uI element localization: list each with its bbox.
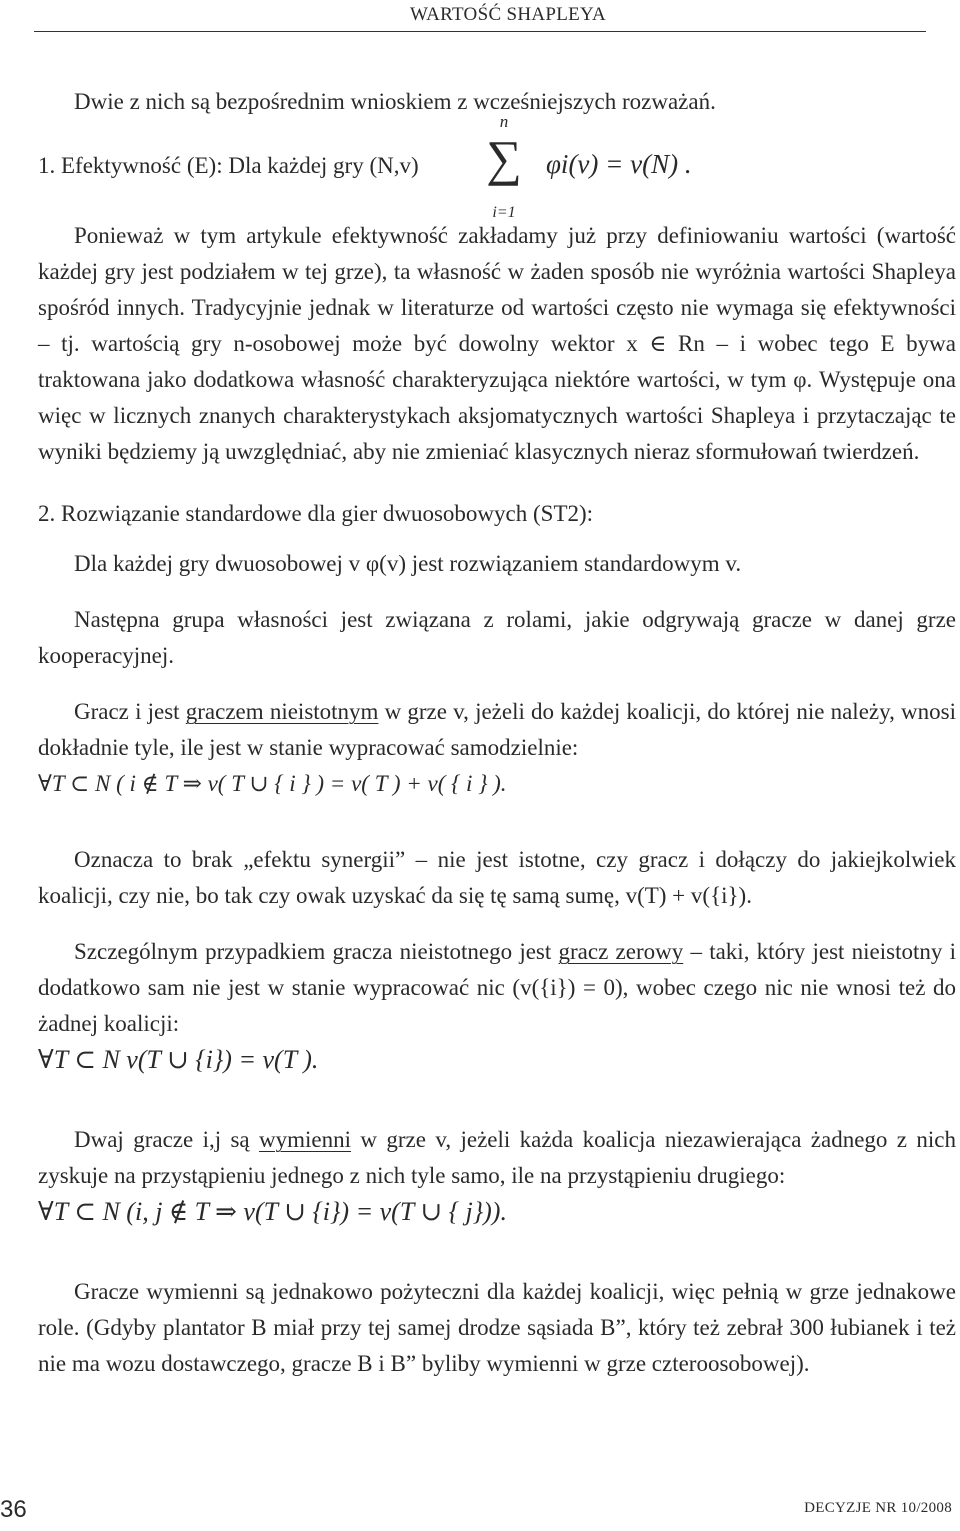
journal-footer: DECYZJE NR 10/2008 [804, 1500, 952, 1516]
item-efficiency [38, 112, 956, 221]
paragraph-zero-player-def [38, 934, 956, 1042]
text-run: Dwaj gracze i,j są [74, 1127, 260, 1152]
header-rule [34, 31, 926, 32]
summation [484, 112, 524, 221]
header-title: WARTOŚĆ SHAPLEYA [410, 4, 606, 25]
paragraph-efficiency-note: Ponieważ w tym artykule efektywność zakładamy już przy definiowaniu wartości (wartość każdej gry jest podziałem w tej grze), ta własność w żaden sposób nie wyróżnia wartości Shapleya spośród innych. Tradycyjnie jednak w literaturze od wartości często nie wymaga się efektywności – tj. wartością gry n-osobowej może być dowolny wektor x ∈ Rn – i wobec tego E bywa traktowana jako dodatkowa własność charakteryzująca niektóre wartości, w tym φ. Występuje ona więc w licznych znanych charakterystykach aksjomatycznych wartości Shapleya i przytaczając te wyniki będziemy ją uwzględniać, aby nie zmieniać klasycznych nieraz sformułowań twierdzeń. [38, 223, 956, 464]
defined-term: graczem nieistotnym [185, 699, 379, 724]
item-standard-solution-label: 2. Rozwiązanie standardowe dla gier dwuosobowych (ST2): [38, 501, 594, 526]
page-number: 36 [0, 1496, 27, 1523]
text-run: w grze v, jeżeli do każdej koalicji, do której nie należy, wnosi dokładnie tyle, ile jest w stanie wypracować samodzielnie: [38, 699, 956, 760]
formula-symmetric-players: ∀T ⊂ N (i, j ∉ T ⇒ v(T ∪ {i}) = v(T ∪ { j})). [38, 1197, 507, 1226]
text-run: Gracz i jest [74, 699, 186, 724]
paragraph-symmetric-def [38, 1122, 956, 1194]
defined-term: wymienni [259, 1127, 352, 1152]
sum-sign: ∑ [486, 130, 522, 186]
running-header [0, 0, 960, 34]
item-efficiency-label: 1. Efektywność (E): Dla każdej gry (N,v) [38, 153, 419, 178]
paragraph-roles: Następna grupa własności jest związana z rolami, jakie odgrywają gracze w danej grze kooperacyjnej. [38, 607, 956, 668]
item-standard-solution-text: Dla każdej gry dwuosobowej v φ(v) jest rozwiązaniem standardowym v. [74, 551, 742, 576]
formula-zero-player: ∀T ⊂ N v(T ∪ {i}) = v(T ). [38, 1045, 319, 1074]
body-text [38, 84, 956, 1382]
text-run: w grze v, jeżeli każda koalicja niezawierająca żadnego z nich zyskuje na przystąpieniu jednego z nich tyle samo, ile na przystąpieniu drugiego: [38, 1127, 956, 1188]
defined-term: gracz zerowy [558, 939, 684, 964]
efficiency-expression: φi(v) = v(N) . [546, 149, 692, 179]
formula-dummy-player: ∀T ⊂ N ( i ∉ T ⇒ v( T ∪ { i } ) = v( T ) + v( { i } ). [38, 771, 507, 796]
text-run: Szczególnym przypadkiem gracza nieistotnego jest [74, 939, 559, 964]
paragraph-symmetric-example: Gracze wymienni są jednakowo pożyteczni dla każdej koalicji, więc pełnią w grze jednakowe role. (Gdyby plantator B miał przy tej samej drodze sąsiada B”, który też zebrał 300 łubianek i też nie ma wozu dostawczego, gracze B i B” byliby wymienni w grze czteroosobowej). [38, 1279, 956, 1376]
intro-paragraph: Dwie z nich są bezpośrednim wnioskiem z wcześniejszych rozważań. [74, 89, 716, 114]
sum-lower-limit: i=1 [492, 204, 516, 221]
text-run: – taki, który jest nieistotny i dodatkowo sam nie jest w stanie wypracować nic (v({i}) = 0), wobec czego nic nie wnosi też do żadnej koalicji: [38, 939, 956, 1036]
paragraph-null-player-def [38, 694, 956, 766]
paragraph-synergy: Oznacza to brak „efektu synergii” – nie jest istotne, czy gracz i dołączy do jakiejkolwiek koalicji, czy nie, bo tak czy owak uzyskać da się tę samą sumę, v(T) + v({i}). [38, 847, 956, 908]
sum-upper-limit: n [499, 112, 509, 131]
